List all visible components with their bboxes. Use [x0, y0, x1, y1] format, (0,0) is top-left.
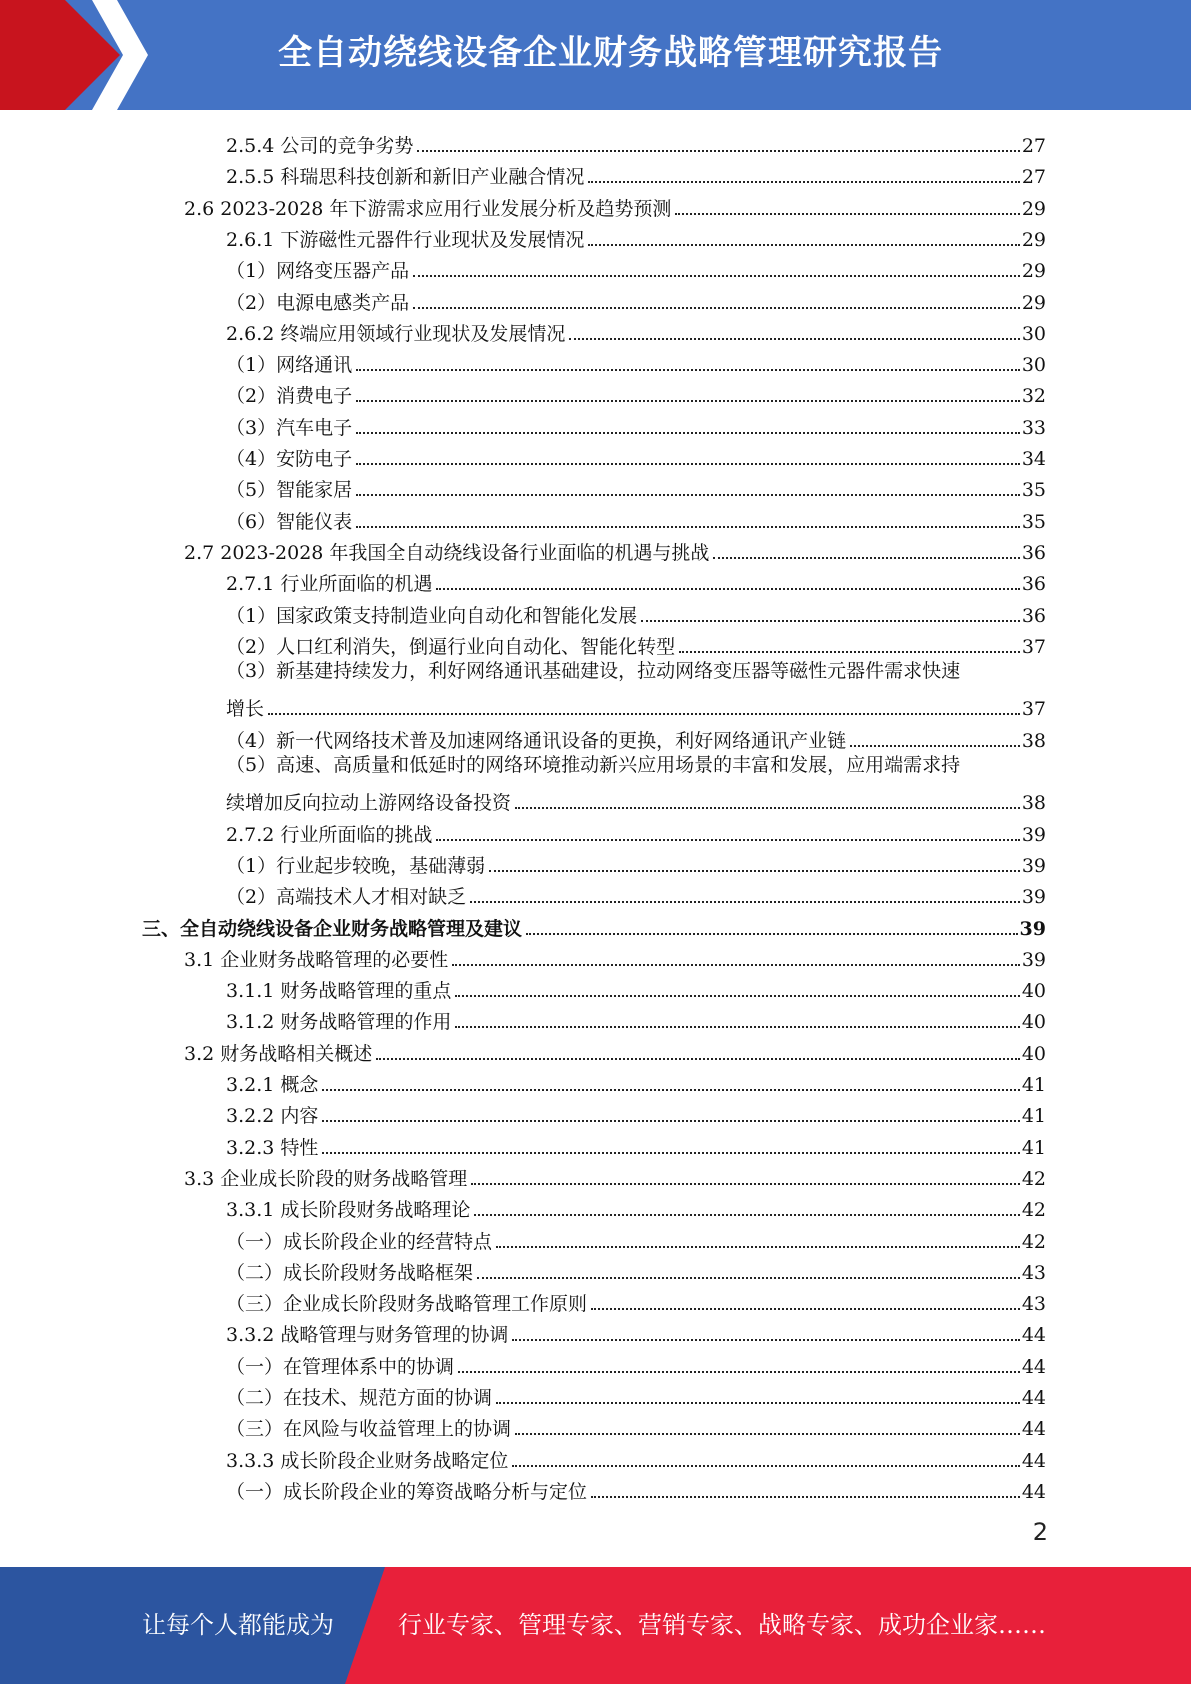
- footer-banner: [0, 1567, 1191, 1684]
- toc-page-number: 29: [1021, 197, 1046, 220]
- toc-page-number: 41: [1021, 1136, 1046, 1159]
- toc-dot-leader: [496, 1402, 1020, 1404]
- toc-entry[interactable]: [184, 941, 1046, 972]
- toc-entry-label: （2）电源电感类产品: [226, 291, 410, 314]
- toc-entry-label: 2.5.5 科瑞思科技创新和新旧产业融合情况: [226, 166, 585, 189]
- toc-entry-label: （三）企业成长阶段财务战略管理工作原则: [226, 1293, 588, 1316]
- toc-page-number: 39: [1019, 917, 1046, 940]
- toc-entry-label: （1）行业起步较晚，基础薄弱: [226, 854, 486, 877]
- toc-dot-leader: [470, 901, 1020, 903]
- toc-entry[interactable]: [226, 315, 1046, 346]
- toc-entry[interactable]: [226, 753, 1046, 784]
- toc-entry-label: 三、全自动绕线设备企业财务战略管理及建议: [142, 917, 523, 940]
- toc-dot-leader: [268, 713, 1020, 715]
- toc-page-number: 38: [1021, 729, 1046, 752]
- toc-page-number: 39: [1021, 886, 1046, 909]
- toc-dot-leader: [413, 307, 1020, 309]
- toc-entry-label: 3.1.2 财务战略管理的作用: [226, 1011, 452, 1034]
- toc-entry-label: （一）成长阶段企业的筹资战略分析与定位: [226, 1480, 588, 1503]
- toc-page-number: 44: [1021, 1418, 1046, 1441]
- toc-entry[interactable]: [226, 471, 1046, 502]
- toc-entry-label: 2.7.1 行业所面临的机遇: [226, 573, 433, 596]
- toc-page-number: 35: [1021, 510, 1046, 533]
- toc-entry-label: （2）消费电子: [226, 385, 353, 408]
- toc-entry-label: （1）网络通讯: [226, 354, 353, 377]
- toc-entry[interactable]: [226, 346, 1046, 377]
- toc-page-number: 30: [1021, 354, 1046, 377]
- toc-dot-leader: [588, 244, 1019, 246]
- toc-entry-label: （4）新一代网络技术普及加速网络通讯设备的更换，利好网络通讯产业链: [226, 729, 847, 752]
- toc-entry-label: （一）成长阶段企业的经营特点: [226, 1230, 493, 1253]
- toc-page-number: 44: [1021, 1480, 1046, 1503]
- toc-entry-label: 3.3 企业成长阶段的财务战略管理: [184, 1167, 468, 1190]
- toc-entry[interactable]: [226, 221, 1046, 252]
- toc-dot-leader: [679, 651, 1020, 653]
- toc-entry[interactable]: [184, 1035, 1046, 1066]
- toc-page-number: 27: [1021, 166, 1046, 189]
- toc-dot-leader: [515, 1433, 1020, 1435]
- toc-entry[interactable]: [226, 1066, 1046, 1097]
- toc-dot-leader: [477, 1277, 1020, 1279]
- toc-page-number: 39: [1021, 948, 1046, 971]
- toc-entry-label: 3.3.1 成长阶段财务战略理论: [226, 1199, 471, 1222]
- toc-dot-leader: [356, 432, 1020, 434]
- toc-dot-leader: [356, 526, 1020, 528]
- toc-entry[interactable]: [226, 1191, 1046, 1222]
- toc-dot-leader: [641, 620, 1020, 622]
- toc-entry-label: （3）新基建持续发力，利好网络通讯基础建设，拉动网络变压器等磁性元器件需求快速: [226, 660, 961, 683]
- toc-entry[interactable]: [226, 597, 1046, 628]
- toc-page-number: 39: [1021, 854, 1046, 877]
- toc-dot-leader: [569, 338, 1019, 340]
- toc-page-number: 41: [1021, 1074, 1046, 1096]
- toc-entry-label: （三）在风险与收益管理上的协调: [226, 1418, 512, 1441]
- toc-page-number: 29: [1021, 260, 1046, 283]
- toc-entry-label: （1）国家政策支持制造业向自动化和智能化发展: [226, 604, 638, 627]
- toc-dot-leader: [436, 839, 1019, 841]
- toc-entry[interactable]: [226, 440, 1046, 471]
- toc-entry-label-continued: 续增加反向拉动上游网络设备投资: [226, 792, 512, 815]
- toc-page-number: 33: [1021, 416, 1046, 439]
- toc-dot-leader: [526, 933, 1018, 935]
- toc-dot-leader: [850, 745, 1020, 747]
- toc-page-number: 41: [1021, 1105, 1046, 1128]
- toc-entry[interactable]: [226, 1410, 1046, 1441]
- toc-entry-label: 2.7 2023-2028 年我国全自动绕线设备行业面临的机遇与挑战: [184, 541, 710, 564]
- toc-entry-label: （3）汽车电子: [226, 416, 353, 439]
- toc-entry-label: 2.6 2023-2028 年下游需求应用行业发展分析及趋势预测: [184, 197, 672, 220]
- toc-entry-label: （二）成长阶段财务战略框架: [226, 1261, 474, 1284]
- toc-dot-leader: [322, 1152, 1019, 1154]
- toc-entry[interactable]: [226, 284, 1046, 315]
- toc-entry-label: 3.2.2 内容: [226, 1105, 319, 1128]
- toc-page-number: 44: [1021, 1387, 1046, 1409]
- toc-entry[interactable]: [226, 1254, 1046, 1285]
- toc-entry[interactable]: [226, 1285, 1046, 1316]
- toc-dot-leader: [515, 807, 1020, 809]
- toc-entry[interactable]: [226, 1348, 1046, 1379]
- toc-dot-leader: [489, 870, 1020, 872]
- toc-page-number: 36: [1021, 573, 1046, 596]
- footer-slogan-left: 让每个人都能成为: [142, 1611, 334, 1639]
- toc-entry-label: 3.3.2 战略管理与财务管理的协调: [226, 1324, 509, 1347]
- toc-page-number: 44: [1021, 1324, 1046, 1347]
- toc-dot-leader: [322, 1120, 1019, 1122]
- toc-entry-label: 3.3.3 成长阶段企业财务战略定位: [226, 1449, 509, 1472]
- toc-page-number: 42: [1021, 1199, 1046, 1222]
- toc-entry-label: 3.2.3 特性: [226, 1136, 319, 1159]
- toc-entry-continuation[interactable]: [226, 784, 1046, 815]
- toc-dot-leader: [356, 400, 1020, 402]
- toc-page-number: 29: [1021, 228, 1046, 251]
- footer-slogan-right: 行业专家、管理专家、营销专家、战略专家、成功企业家……: [398, 1611, 1046, 1639]
- toc-entry[interactable]: [226, 1097, 1046, 1128]
- toc-entry[interactable]: [226, 503, 1046, 534]
- toc-dot-leader: [713, 557, 1019, 559]
- toc-dot-leader: [471, 1183, 1020, 1185]
- toc-entry-label-continued: 增长: [226, 698, 265, 721]
- toc-dot-leader: [356, 369, 1020, 371]
- toc-dot-leader: [512, 1339, 1019, 1341]
- page-number: 2: [1032, 1518, 1048, 1546]
- toc-dot-leader: [591, 1308, 1020, 1310]
- toc-entry-label: 3.2.1 概念: [226, 1074, 319, 1096]
- toc-page-number: 40: [1021, 1011, 1046, 1034]
- toc-page-number: 29: [1021, 291, 1046, 314]
- toc-dot-leader: [417, 150, 1019, 152]
- toc-page-number: 37: [1021, 635, 1046, 658]
- toc-entry-label: 3.1.1 财务战略管理的重点: [226, 980, 452, 1003]
- toc-entry[interactable]: [226, 628, 1046, 659]
- toc-entry[interactable]: [226, 127, 1046, 158]
- toc-entry-label: 2.5.4 公司的竞争劣势: [226, 135, 414, 157]
- toc-page-number: 38: [1021, 792, 1046, 815]
- toc-entry-label: （5）高速、高质量和低延时的网络环境推动新兴应用场景的丰富和发展，应用端需求持: [226, 754, 961, 776]
- toc-entry[interactable]: [226, 722, 1046, 753]
- toc-entry-label: 3.2 财务战略相关概述: [184, 1042, 373, 1065]
- toc-chapter-entry[interactable]: [142, 910, 1046, 941]
- toc-page-number: 43: [1021, 1261, 1046, 1284]
- toc-entry[interactable]: [184, 1160, 1046, 1191]
- toc-page-number: 36: [1021, 541, 1046, 564]
- toc-entry-label: （1）网络变压器产品: [226, 260, 410, 283]
- toc-page-number: 37: [1021, 698, 1046, 721]
- toc-dot-leader: [322, 1089, 1019, 1091]
- toc-entry[interactable]: [226, 565, 1046, 596]
- toc-page-number: 42: [1021, 1230, 1046, 1253]
- toc-dot-leader: [356, 463, 1020, 465]
- toc-dot-leader: [455, 1026, 1019, 1028]
- toc-entry-label: （6）智能仪表: [226, 510, 353, 533]
- toc-dot-leader: [591, 1496, 1020, 1498]
- toc-entry[interactable]: [226, 1379, 1046, 1410]
- toc-dot-leader: [436, 588, 1019, 590]
- toc-dot-leader: [452, 964, 1020, 966]
- toc-entry[interactable]: [226, 659, 1046, 690]
- toc-page-number: 44: [1021, 1449, 1046, 1472]
- toc-entry-label: （2）高端技术人才相对缺乏: [226, 886, 467, 909]
- toc-entry[interactable]: [226, 1223, 1046, 1254]
- toc-entry[interactable]: [226, 1003, 1046, 1034]
- toc-entry-label: 2.6.2 终端应用领域行业现状及发展情况: [226, 322, 566, 345]
- toc-entry-continuation[interactable]: [226, 690, 1046, 721]
- toc-page-number: 43: [1021, 1293, 1046, 1316]
- toc-entry[interactable]: [184, 190, 1046, 221]
- toc-page-number: 40: [1021, 1042, 1046, 1065]
- toc-page-number: 30: [1021, 322, 1046, 345]
- toc-page-number: 27: [1021, 135, 1046, 157]
- toc-entry[interactable]: [226, 1316, 1046, 1347]
- toc-entry[interactable]: [226, 252, 1046, 283]
- toc-entry-label: （4）安防电子: [226, 448, 353, 470]
- toc-entry[interactable]: [226, 1473, 1046, 1504]
- toc-dot-leader: [588, 181, 1019, 183]
- header-banner: [0, 0, 1191, 110]
- toc-dot-leader: [413, 275, 1020, 277]
- toc-entry[interactable]: [184, 534, 1046, 565]
- toc-page-number: 40: [1021, 980, 1046, 1003]
- toc-entry-label: 2.7.2 行业所面临的挑战: [226, 823, 433, 846]
- toc-page-number: 36: [1021, 604, 1046, 627]
- toc-entry-label: （二）在技术、规范方面的协调: [226, 1387, 493, 1409]
- toc-entry[interactable]: [226, 816, 1046, 847]
- toc-page-number: 42: [1021, 1167, 1046, 1190]
- toc-page-number: 35: [1021, 479, 1046, 502]
- toc-entry[interactable]: [226, 972, 1046, 1003]
- toc-dot-leader: [512, 1465, 1019, 1467]
- toc-dot-leader: [455, 995, 1019, 997]
- toc-page-number: 39: [1021, 823, 1046, 846]
- toc-entry[interactable]: [226, 409, 1046, 440]
- toc-entry[interactable]: [226, 878, 1046, 909]
- toc-page-number: 32: [1021, 385, 1046, 408]
- document-title: 全自动绕线设备企业财务战略管理研究报告: [278, 33, 943, 73]
- toc-entry[interactable]: [226, 1129, 1046, 1160]
- toc-entry[interactable]: [226, 377, 1046, 408]
- toc-entry[interactable]: [226, 158, 1046, 189]
- toc-entry-label: 2.6.1 下游磁性元器件行业现状及发展情况: [226, 228, 585, 251]
- toc-entry[interactable]: [226, 1442, 1046, 1473]
- toc-entry[interactable]: [226, 847, 1046, 878]
- toc-dot-leader: [356, 494, 1020, 496]
- toc-dot-leader: [474, 1214, 1019, 1216]
- toc-dot-leader: [376, 1058, 1020, 1060]
- toc-dot-leader: [496, 1246, 1020, 1248]
- toc-entry-label: （2）人口红利消失，倒逼行业向自动化、智能化转型: [226, 635, 676, 658]
- toc-page-number: 44: [1021, 1355, 1046, 1378]
- toc-dot-leader: [458, 1371, 1020, 1373]
- toc-entry-label: 3.1 企业财务战略管理的必要性: [184, 948, 449, 971]
- toc-entry-label: （5）智能家居: [226, 479, 353, 502]
- toc-dot-leader: [675, 213, 1019, 215]
- toc-page-number: 34: [1021, 448, 1046, 470]
- toc-entry-label: （一）在管理体系中的协调: [226, 1355, 455, 1378]
